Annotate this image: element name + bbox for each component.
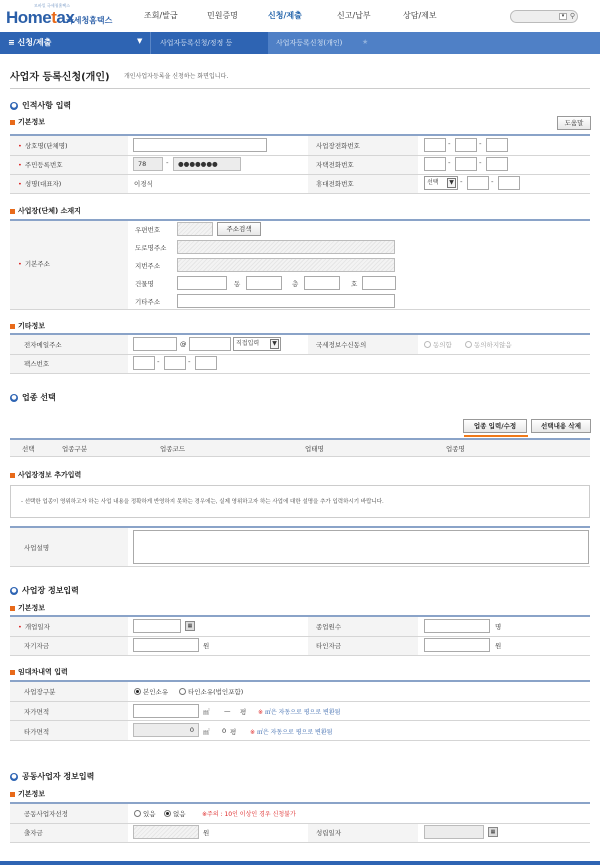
divider xyxy=(10,88,590,89)
contribution-label: 출자금 xyxy=(24,829,43,837)
email-label: 전자메일주소 xyxy=(24,341,62,349)
industry-edit-button[interactable]: 업종 입력/수정 xyxy=(463,419,527,433)
chevron-down-icon[interactable]: ▼ xyxy=(137,37,143,45)
page-title: 사업자 등록신청(개인) xyxy=(10,72,110,83)
base-address-label: • 기본주소 xyxy=(18,260,50,268)
breadcrumb-item-1[interactable]: 사업자등록신청/정정 등 xyxy=(160,39,233,47)
address-search-button[interactable]: 주소검색 xyxy=(217,222,261,236)
home-phone-1-input[interactable] xyxy=(424,157,446,171)
mobile-3-input[interactable] xyxy=(498,176,520,190)
logo-brand: Hometax xyxy=(6,8,75,27)
bottom-bar xyxy=(0,861,600,865)
divider xyxy=(150,32,151,54)
subsection-etc: 기타정보 xyxy=(10,321,45,331)
info-icon: ● xyxy=(11,772,17,780)
biz-phone-2-input[interactable] xyxy=(455,138,477,152)
logo-small-text: 모바일 국세청홈택스 xyxy=(34,3,71,8)
breadcrumb-item-2[interactable]: 사업자등록신청(개인) xyxy=(276,39,343,47)
email-domain-input[interactable] xyxy=(189,337,231,351)
lot-address-input xyxy=(177,258,395,272)
own-capital-input[interactable] xyxy=(133,638,199,652)
subsection-add-info: 사업장정보 추가입력 xyxy=(10,470,81,480)
other-capital-input[interactable] xyxy=(424,638,490,652)
delete-selected-button[interactable]: 선택내용 삭제 xyxy=(531,419,591,433)
name-label: • 성명(대표자) xyxy=(18,180,62,188)
fax-3-input[interactable] xyxy=(195,356,217,370)
highlight-underline xyxy=(464,435,528,437)
email-id-input[interactable] xyxy=(133,337,177,351)
biz-desc-textarea[interactable] xyxy=(133,530,589,564)
joint-warning: ※주의 : 10인 이상인 경우 신청불가 xyxy=(202,811,296,818)
found-date-input xyxy=(424,825,484,839)
other-capital-label: 타인자금 xyxy=(316,642,342,650)
logo-kr: 국세청홈택스 xyxy=(66,16,113,25)
divider xyxy=(10,456,590,457)
trade-name-input[interactable] xyxy=(133,138,267,152)
building-input[interactable] xyxy=(177,276,227,290)
fax-1-input[interactable] xyxy=(133,356,155,370)
nav-item-application[interactable]: 신청/제출 xyxy=(268,11,302,20)
subsection-joint-basic: 기본정보 xyxy=(10,789,45,799)
contribution-input xyxy=(133,825,199,839)
divider xyxy=(10,566,590,567)
subsection-basic-info: 기본정보 xyxy=(10,117,45,127)
calendar-icon[interactable]: ▦ xyxy=(185,621,195,631)
star-icon[interactable]: ★ xyxy=(362,38,369,46)
nav-item-report-pay[interactable]: 신고/납부 xyxy=(337,11,371,20)
name-value: 이경식 xyxy=(134,180,153,188)
square-bullet-icon xyxy=(10,670,15,675)
divider xyxy=(10,636,590,637)
table-header-business: 업태명 xyxy=(305,445,324,453)
table-header-code: 업종코드 xyxy=(160,445,186,453)
fax-2-input[interactable] xyxy=(164,356,186,370)
top-header xyxy=(0,0,600,32)
road-address-input xyxy=(177,240,395,254)
zip-input xyxy=(177,222,213,236)
mobile-2-input[interactable] xyxy=(467,176,489,190)
divider xyxy=(10,155,590,156)
info-icon: ● xyxy=(11,393,17,401)
home-phone-label: 자택전화번호 xyxy=(316,161,354,169)
subsection-biz-basic: 기본정보 xyxy=(10,603,45,613)
own-area-input[interactable] xyxy=(133,704,199,718)
table-header-select: 선택 xyxy=(22,445,35,453)
subsection-rent: 임대차내역 입력 xyxy=(10,667,68,677)
nav-item-inquiry[interactable]: 조회/발급 xyxy=(144,11,178,20)
square-bullet-icon xyxy=(10,209,15,214)
divider xyxy=(10,701,590,702)
rrn-front-input[interactable]: 78 xyxy=(133,157,163,171)
other-property-radio[interactable] xyxy=(179,688,186,695)
notice-box xyxy=(10,485,590,518)
other-address-input[interactable] xyxy=(177,294,395,308)
square-bullet-icon xyxy=(10,792,15,797)
mobile-prefix-select[interactable]: 선택 ▼ xyxy=(424,176,458,190)
biz-phone-3-input[interactable] xyxy=(486,138,508,152)
dong-label: 동 xyxy=(234,280,241,288)
fax-label: 팩스번호 xyxy=(24,360,50,368)
joint-setting-label: 공동사업자선정 xyxy=(24,810,68,818)
area-conversion-note: ※ ㎡은 자동으로 평으로 변환됨 xyxy=(258,709,341,716)
biz-phone-1-input[interactable] xyxy=(424,138,446,152)
chevron-down-icon: ▼ xyxy=(270,339,279,349)
square-bullet-icon xyxy=(10,324,15,329)
found-date-label: 성립일자 xyxy=(316,829,342,837)
square-bullet-icon xyxy=(10,606,15,611)
lot-address-label: 지번주소 xyxy=(135,262,161,270)
employees-input[interactable] xyxy=(424,619,490,633)
building-label: 건물명 xyxy=(135,280,154,288)
employees-label: 종업원수 xyxy=(316,623,342,631)
divider xyxy=(10,373,590,374)
search-icon[interactable]: ⚲ xyxy=(569,12,575,20)
other-address-label: 기타주소 xyxy=(135,298,161,306)
ho-input[interactable] xyxy=(362,276,396,290)
consent-disagree-radio[interactable] xyxy=(465,341,472,348)
square-bullet-icon xyxy=(10,473,15,478)
menu-title[interactable]: ≡ 신청/제출 xyxy=(8,38,52,47)
joint-yes-radio[interactable] xyxy=(134,810,141,817)
floor-input[interactable] xyxy=(304,276,340,290)
nav-item-consult[interactable]: 상담/제보 xyxy=(403,11,437,20)
divider xyxy=(10,823,590,824)
home-phone-2-input[interactable] xyxy=(455,157,477,171)
divider xyxy=(10,174,590,175)
subsection-address: 사업장(단체) 소재지 xyxy=(10,206,81,216)
joint-no-radio[interactable] xyxy=(164,810,171,817)
open-date-input[interactable] xyxy=(133,619,181,633)
table-header-industry: 업종명 xyxy=(446,445,465,453)
trade-name-label: • 상호명(단체명) xyxy=(18,142,68,150)
table-header-type: 업종구분 xyxy=(62,445,88,453)
info-icon: ● xyxy=(11,586,17,594)
table-header-bg xyxy=(10,440,590,456)
section-biz-info: ● 사업장 정보입력 xyxy=(11,586,79,595)
hometax-logo[interactable] xyxy=(4,3,116,29)
section-joint-owner: ● 공동사업자 정보입력 xyxy=(11,772,95,781)
ho-label: 호 xyxy=(351,280,358,288)
consent-agree-radio[interactable] xyxy=(424,341,431,348)
divider xyxy=(10,740,590,741)
rrn-label: • 주민등록번호 xyxy=(18,161,63,169)
consent-label: 국세정보수신동의 xyxy=(316,341,367,349)
page-description: 개인사업자등록을 신청하는 화면입니다. xyxy=(124,73,229,80)
own-area-label: 자가면적 xyxy=(24,708,50,716)
help-button[interactable]: 도움말 xyxy=(557,116,591,130)
biz-type-label: 사업장구분 xyxy=(24,688,56,696)
other-area-label: 타가면적 xyxy=(24,728,50,736)
notice-text: - 선택한 업종이 영위하고자 하는 사업 내용을 정확하게 반영하지 못하는 경우에는, 실제 영위하고자 하는 사업에 대한 설명을 추가 입력하시기 바랍니다. xyxy=(21,499,384,505)
nav-item-certificate[interactable]: 민원증명 xyxy=(207,11,238,20)
zip-label: 우편번호 xyxy=(135,226,161,234)
divider xyxy=(10,309,590,310)
own-property-radio[interactable] xyxy=(134,688,141,695)
floor-label: 층 xyxy=(292,280,299,288)
search-dropdown-icon[interactable]: ▾ xyxy=(559,13,567,20)
home-phone-3-input[interactable] xyxy=(486,157,508,171)
open-date-label: • 개업일자 xyxy=(18,623,50,631)
calendar-icon[interactable]: ▦ xyxy=(488,827,498,837)
road-address-label: 도로명주소 xyxy=(135,244,167,252)
divider xyxy=(10,720,590,721)
section-personal-info: ● 인적사항 입력 xyxy=(11,101,72,110)
mobile-label: 휴대전화번호 xyxy=(316,180,354,188)
own-capital-label: 자기자금 xyxy=(24,642,50,650)
chevron-down-icon: ▼ xyxy=(447,178,456,188)
other-area-input: 0 xyxy=(133,723,199,737)
search-input[interactable] xyxy=(510,10,578,23)
divider xyxy=(10,354,590,355)
divider xyxy=(10,842,590,843)
biz-phone-label: 사업장전화번호 xyxy=(316,142,360,150)
rrn-back-input[interactable]: ●●●●●●● xyxy=(173,157,241,171)
biz-desc-label: 사업설명 xyxy=(24,544,50,552)
info-icon: ● xyxy=(11,101,17,109)
email-domain-select[interactable]: 직접입력 ▼ xyxy=(233,337,281,351)
divider xyxy=(10,655,590,656)
breadcrumb-bar xyxy=(0,32,600,54)
area-conversion-note: ※ ㎡은 자동으로 평으로 변환됨 xyxy=(250,729,333,736)
square-bullet-icon xyxy=(10,120,15,125)
dong-input[interactable] xyxy=(246,276,282,290)
divider xyxy=(10,193,590,194)
section-industry: ● 업종 선택 xyxy=(11,393,56,402)
